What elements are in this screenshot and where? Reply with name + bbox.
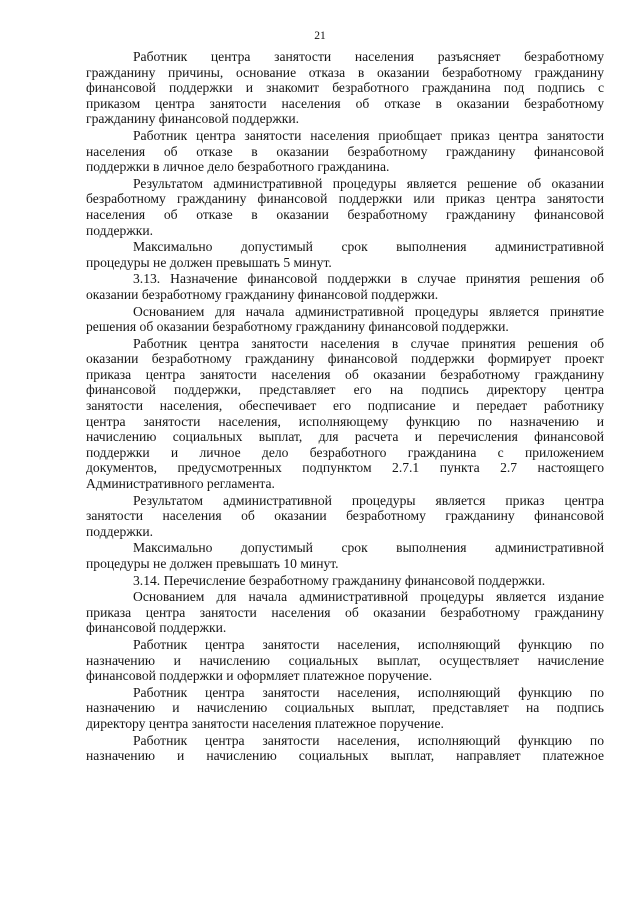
text-line: поддержки. — [86, 222, 154, 238]
text-line: приказа центра занятости населения об оказании безработному гражданину — [86, 604, 604, 620]
paragraph — [86, 493, 604, 540]
paragraph — [86, 573, 604, 589]
text-line: населения об отказе в оказании безработному гражданину финансовой — [86, 143, 604, 159]
paragraph — [86, 637, 604, 684]
paragraph — [86, 49, 604, 127]
page-number: 21 — [314, 30, 326, 42]
text-line: населения об отказе в оказании безработному гражданину финансовой — [86, 206, 604, 222]
text-line: оказании безработному гражданину финансовой поддержки формирует проект — [86, 351, 604, 367]
document-body — [86, 49, 604, 764]
text-line: гражданину финансовой поддержки. — [86, 111, 300, 127]
text-line: центра занятости населения, исполняющему функцию по назначению и — [86, 413, 604, 429]
text-line: Работник центра занятости населения в случае принятия решения об — [133, 335, 604, 351]
text-line: процедуры не должен превышать 10 минут. — [86, 556, 339, 571]
paragraph — [86, 271, 604, 302]
text-line: Работник центра занятости населения, исполняющий функцию по — [133, 684, 604, 700]
text-line: Максимально допустимый срок выполнения административной — [133, 239, 604, 255]
paragraph — [86, 239, 604, 270]
text-line: занятости населения, обеспечивает его подписание и передает работнику — [86, 398, 604, 414]
text-line: гражданину причины, основание отказа в оказании безработному гражданину — [86, 64, 604, 80]
text-line: приказом центра занятости населения об отказе в оказании безработному — [86, 95, 604, 111]
text-line: Основанием для начала административной процедуры является принятие — [133, 303, 604, 319]
paragraph — [86, 733, 604, 764]
text-line: безработному гражданину финансовой поддержки или приказ центра занятости — [86, 191, 604, 207]
text-line: занятости населения об оказании безработному гражданину финансовой — [86, 508, 604, 524]
text-line: финансовой поддержки и знакомит безработного гражданина под подпись с — [86, 80, 604, 96]
text-line: Максимально допустимый срок выполнения административной — [133, 540, 604, 556]
text-line: Работник центра занятости населения приобщает приказ центра занятости — [133, 127, 604, 143]
text-line: финансовой поддержки, представляет его на подпись директору центра — [86, 382, 604, 398]
text-line: директору центра занятости населения платежное поручение. — [86, 715, 444, 731]
text-line: Работник центра занятости населения, исполняющий функцию по — [133, 636, 604, 652]
text-line: Основанием для начала административной процедуры является издание — [133, 589, 604, 605]
text-line: финансовой поддержки. — [86, 620, 227, 636]
text-line: назначению и начислению социальных выплат, направляет платежное — [86, 748, 604, 764]
text-line: Административного регламента. — [86, 476, 275, 492]
text-line: 3.13. Назначение финансовой поддержки в случае принятия решения об — [133, 271, 604, 287]
text-line: Результатом административной процедуры является решение об оказании — [133, 175, 604, 191]
text-line: назначению и начислению социальных выплат, осуществляет начисление — [86, 652, 604, 668]
text-line: Результатом административной процедуры является приказ центра — [133, 492, 604, 508]
paragraph — [86, 176, 604, 238]
text-line: поддержки. — [86, 523, 154, 539]
text-line: оказании безработному гражданину финансовой поддержки. — [86, 286, 439, 302]
text-line: начислению социальных выплат, для расчета и перечисления финансовой — [86, 429, 604, 445]
paragraph — [86, 589, 604, 636]
text-line: назначению и начислению социальных выплат, представляет на подпись — [86, 700, 604, 716]
paragraph — [86, 685, 604, 732]
text-line: 3.14. Перечисление безработному гражданину финансовой поддержки. — [133, 572, 546, 588]
text-line: решения об оказании безработному гражданину финансовой поддержки. — [86, 319, 509, 335]
paragraph — [86, 540, 604, 571]
text-line: Работник центра занятости населения, исполняющий функцию по — [133, 732, 604, 748]
text-line: Работник центра занятости населения разъясняет безработному — [133, 49, 604, 64]
paragraph — [86, 128, 604, 175]
paragraph — [86, 336, 604, 492]
text-line: поддержки и личное дело безработного гражданина с приложением — [86, 444, 604, 460]
text-line: поддержки в личное дело безработного гражданина. — [86, 159, 390, 175]
text-line: финансовой поддержки и оформляет платежное поручение. — [86, 668, 433, 684]
text-line: документов, предусмотренных подпунктом 2.7.1 пункта 2.7 настоящего — [86, 460, 604, 476]
paragraph — [86, 304, 604, 335]
text-line: процедуры не должен превышать 5 минут. — [86, 254, 332, 270]
text-line: приказа центра занятости населения об оказании безработному гражданину — [86, 366, 604, 382]
